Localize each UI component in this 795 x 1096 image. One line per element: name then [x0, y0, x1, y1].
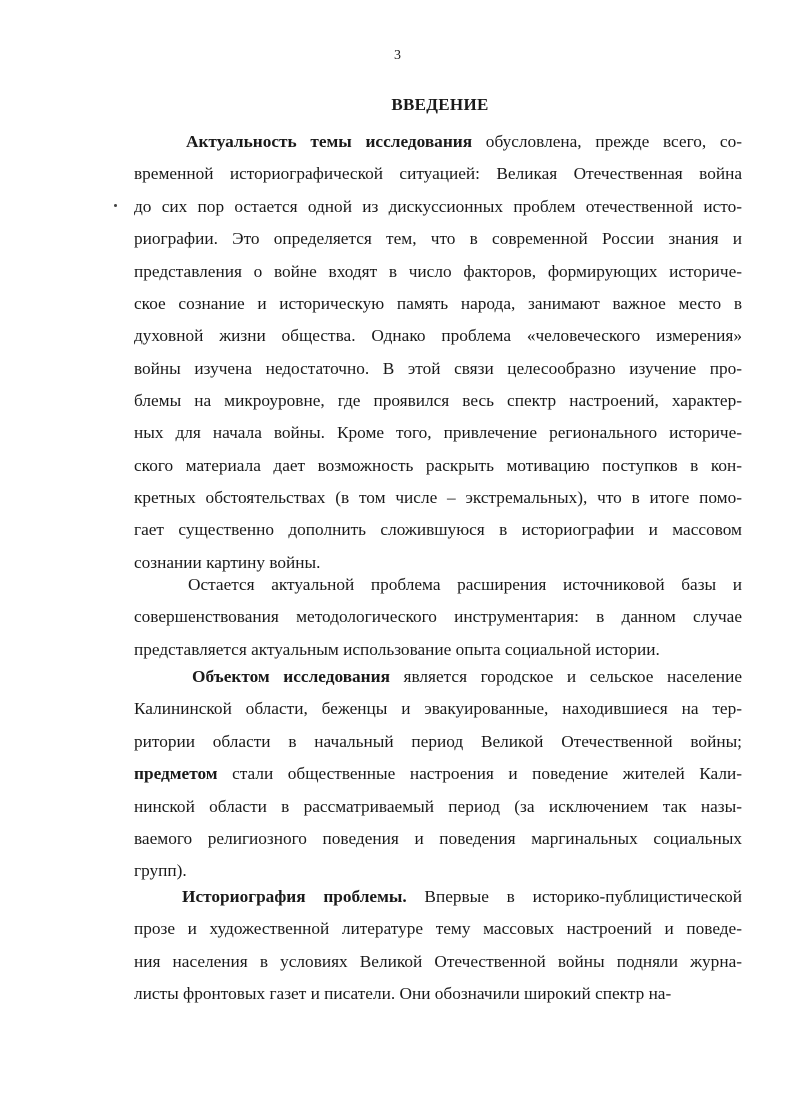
text-line	[134, 551, 742, 575]
text-run: представления о войне входят в число факторов, формирующих историче-	[134, 262, 742, 281]
text-line	[192, 665, 742, 689]
text-run: ритории области в начальный период Великой Отечественной войны;	[134, 732, 742, 751]
bold-term: Актуальность темы исследования	[186, 132, 473, 151]
text-run: совершенствования методологического инструментария: в данном случае	[134, 607, 742, 626]
text-run: ния населения в условиях Великой Отечественной войны подняли журна-	[134, 952, 742, 971]
text-run: обусловлена, прежде всего, со-	[472, 132, 742, 151]
text-run: ское сознание и историческую память народа, занимают важное место в	[134, 294, 742, 313]
text-run: духовной жизни общества. Однако проблема «человеческого измерения»	[134, 326, 742, 345]
text-run: листы фронтовых газет и писатели. Они обозначили широкий спектр на-	[134, 984, 672, 1003]
text-run: прозе и художественной литературе тему массовых настроений и поведе-	[134, 919, 742, 938]
text-line	[134, 795, 742, 819]
text-run: Калининской области, беженцы и эвакуированные, находившиеся на тер-	[134, 699, 742, 718]
text-run: групп).	[134, 861, 187, 880]
text-run: до сих пор остается одной из дискуссионных проблем отечественной исто-	[134, 197, 742, 216]
text-run: сознании картину войны.	[134, 553, 321, 572]
text-run: стали общественные настроения и поведение жителей Кали-	[217, 764, 742, 783]
text-run: представляется актуальным использование опыта социальной истории.	[134, 640, 660, 659]
text-line	[134, 454, 742, 478]
text-line	[134, 357, 742, 381]
text-run: Остается актуальной проблема расширения источниковой базы и	[188, 575, 742, 594]
text-run: войны изучена недостаточно. В этой связи целесообразно изучение про-	[134, 359, 742, 378]
text-run: блемы на микроуровне, где проявился весь спектр настроений, характер-	[134, 391, 742, 410]
text-run: ского материала дает возможность раскрыть мотивацию поступков в кон-	[134, 456, 742, 475]
text-line	[134, 195, 742, 219]
text-line	[134, 859, 742, 883]
text-run: временной историографической ситуацией: Великая Отечественная война	[134, 164, 742, 183]
text-line	[188, 573, 742, 597]
text-line	[134, 730, 742, 754]
text-line	[134, 605, 742, 629]
text-line	[134, 827, 742, 851]
text-line	[134, 486, 742, 510]
section-heading: ВВЕДЕНИЕ	[391, 95, 489, 114]
text-line	[134, 324, 742, 348]
text-line	[134, 762, 742, 786]
text-line	[134, 227, 742, 251]
text-run: кретных обстоятельствах (в том числе – экстремальных), что в итоге помо-	[134, 488, 742, 507]
text-run: Впервые в историко-публицистической	[406, 887, 742, 906]
text-line	[134, 518, 742, 542]
bold-term: Историография проблемы.	[182, 887, 407, 906]
text-line	[134, 421, 742, 445]
bold-term: Объектом исследования	[192, 667, 390, 686]
text-run: ваемого религиозного поведения и поведения маргинальных социальных	[134, 829, 742, 848]
text-run: риографии. Это определяется тем, что в современной России знания и	[134, 229, 742, 248]
text-run: нинской области в рассматриваемый период (за исключением так назы-	[134, 797, 742, 816]
text-line	[134, 697, 742, 721]
text-line	[186, 130, 742, 154]
scan-speck	[114, 204, 117, 207]
text-line	[134, 162, 742, 186]
text-line	[134, 638, 742, 662]
text-line	[134, 917, 742, 941]
text-line	[182, 885, 742, 909]
text-run: гает существенно дополнить сложившуюся в историографии и массовом	[134, 520, 742, 539]
page-number: 3	[394, 48, 401, 63]
bold-term: предметом	[134, 764, 218, 783]
text-line	[134, 982, 742, 1006]
text-line	[134, 292, 742, 316]
text-line	[134, 389, 742, 413]
text-run: является городское и сельское население	[389, 667, 742, 686]
text-line	[134, 950, 742, 974]
text-line	[134, 260, 742, 284]
text-run: ных для начала войны. Кроме того, привлечение регионального историче-	[134, 423, 742, 442]
